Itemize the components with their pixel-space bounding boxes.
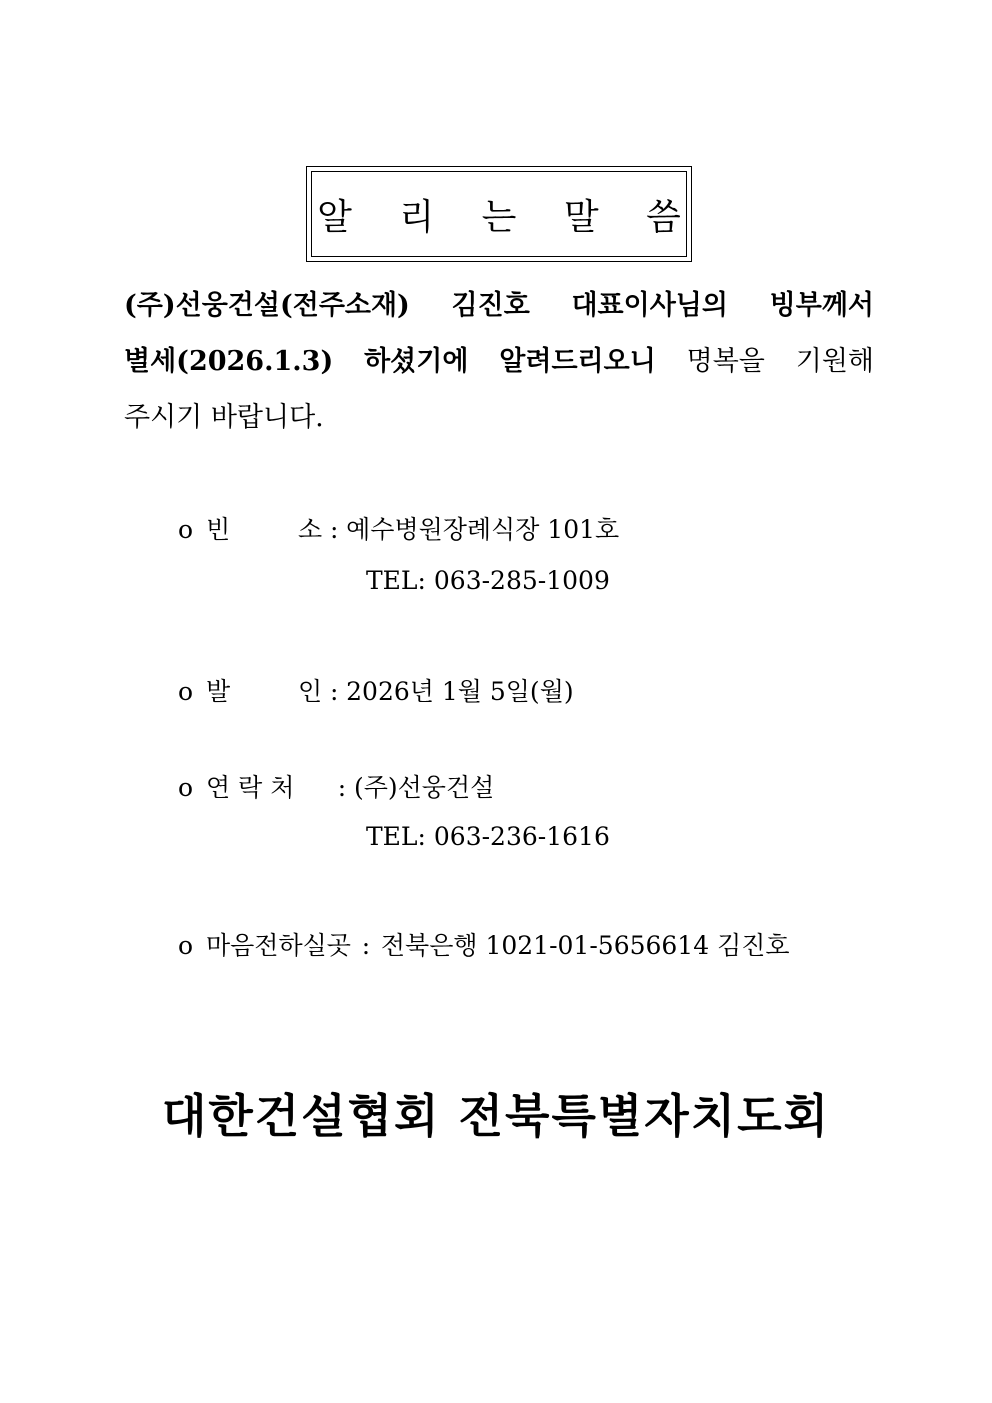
notice-title: 알 리 는 말 씀 [317, 196, 699, 238]
contact-value: (주)선웅건설 [354, 773, 495, 802]
body-word: 알려드리오니 [499, 346, 656, 377]
account-value: 전북은행 1021-01-5656614 김진호 [380, 931, 790, 960]
body-word: 김진호 [451, 290, 530, 321]
binso-label-a: 빈 [206, 515, 231, 544]
info-row-contact [178, 768, 494, 804]
bullet: o [178, 773, 194, 802]
colon: : [329, 515, 339, 544]
colon: : [329, 677, 339, 706]
body-word: 대표이사님의 [571, 290, 728, 321]
body-word: (주)선웅건설(전주소재) [124, 290, 410, 321]
body-line-3 [124, 390, 874, 446]
title-box [306, 166, 699, 262]
body-line-2 [124, 334, 874, 390]
body-word: 주시기 바랍니다. [124, 402, 324, 433]
info-row-binso [178, 510, 619, 546]
binso-label-b: 소 [298, 515, 323, 544]
body-word: 빙부께서 [769, 290, 874, 321]
bullet: o [178, 677, 194, 706]
title-inner-border [311, 171, 699, 257]
info-row-balin [178, 672, 574, 708]
binso-value: 예수병원장례식장 101호 [346, 515, 620, 544]
info-row-account [178, 926, 790, 962]
balin-value: 2026년 1월 5일(월) [346, 677, 574, 706]
colon: : [361, 931, 371, 960]
binso-tel: TEL: 063-285-1009 [366, 566, 610, 595]
body-word: 명복을 [686, 346, 765, 377]
body-word: 별세(2026.1.3) [124, 346, 334, 377]
bullet: o [178, 931, 194, 960]
body-line-1 [124, 278, 874, 334]
balin-label-a: 발 [206, 677, 231, 706]
balin-label-b: 인 [298, 677, 323, 706]
contact-tel: TEL: 063-236-1616 [366, 822, 610, 851]
contact-label: 연 락 처 [206, 773, 295, 802]
bullet: o [178, 515, 194, 544]
account-label: 마음전하실곳 [206, 931, 351, 960]
colon: : [337, 773, 347, 802]
organization-name: 대한건설협회 전북특별자치도회 [161, 1089, 831, 1143]
body-word: 하셨기에 [364, 346, 469, 377]
notice-body [124, 278, 874, 446]
body-word: 기원해 [795, 346, 874, 377]
